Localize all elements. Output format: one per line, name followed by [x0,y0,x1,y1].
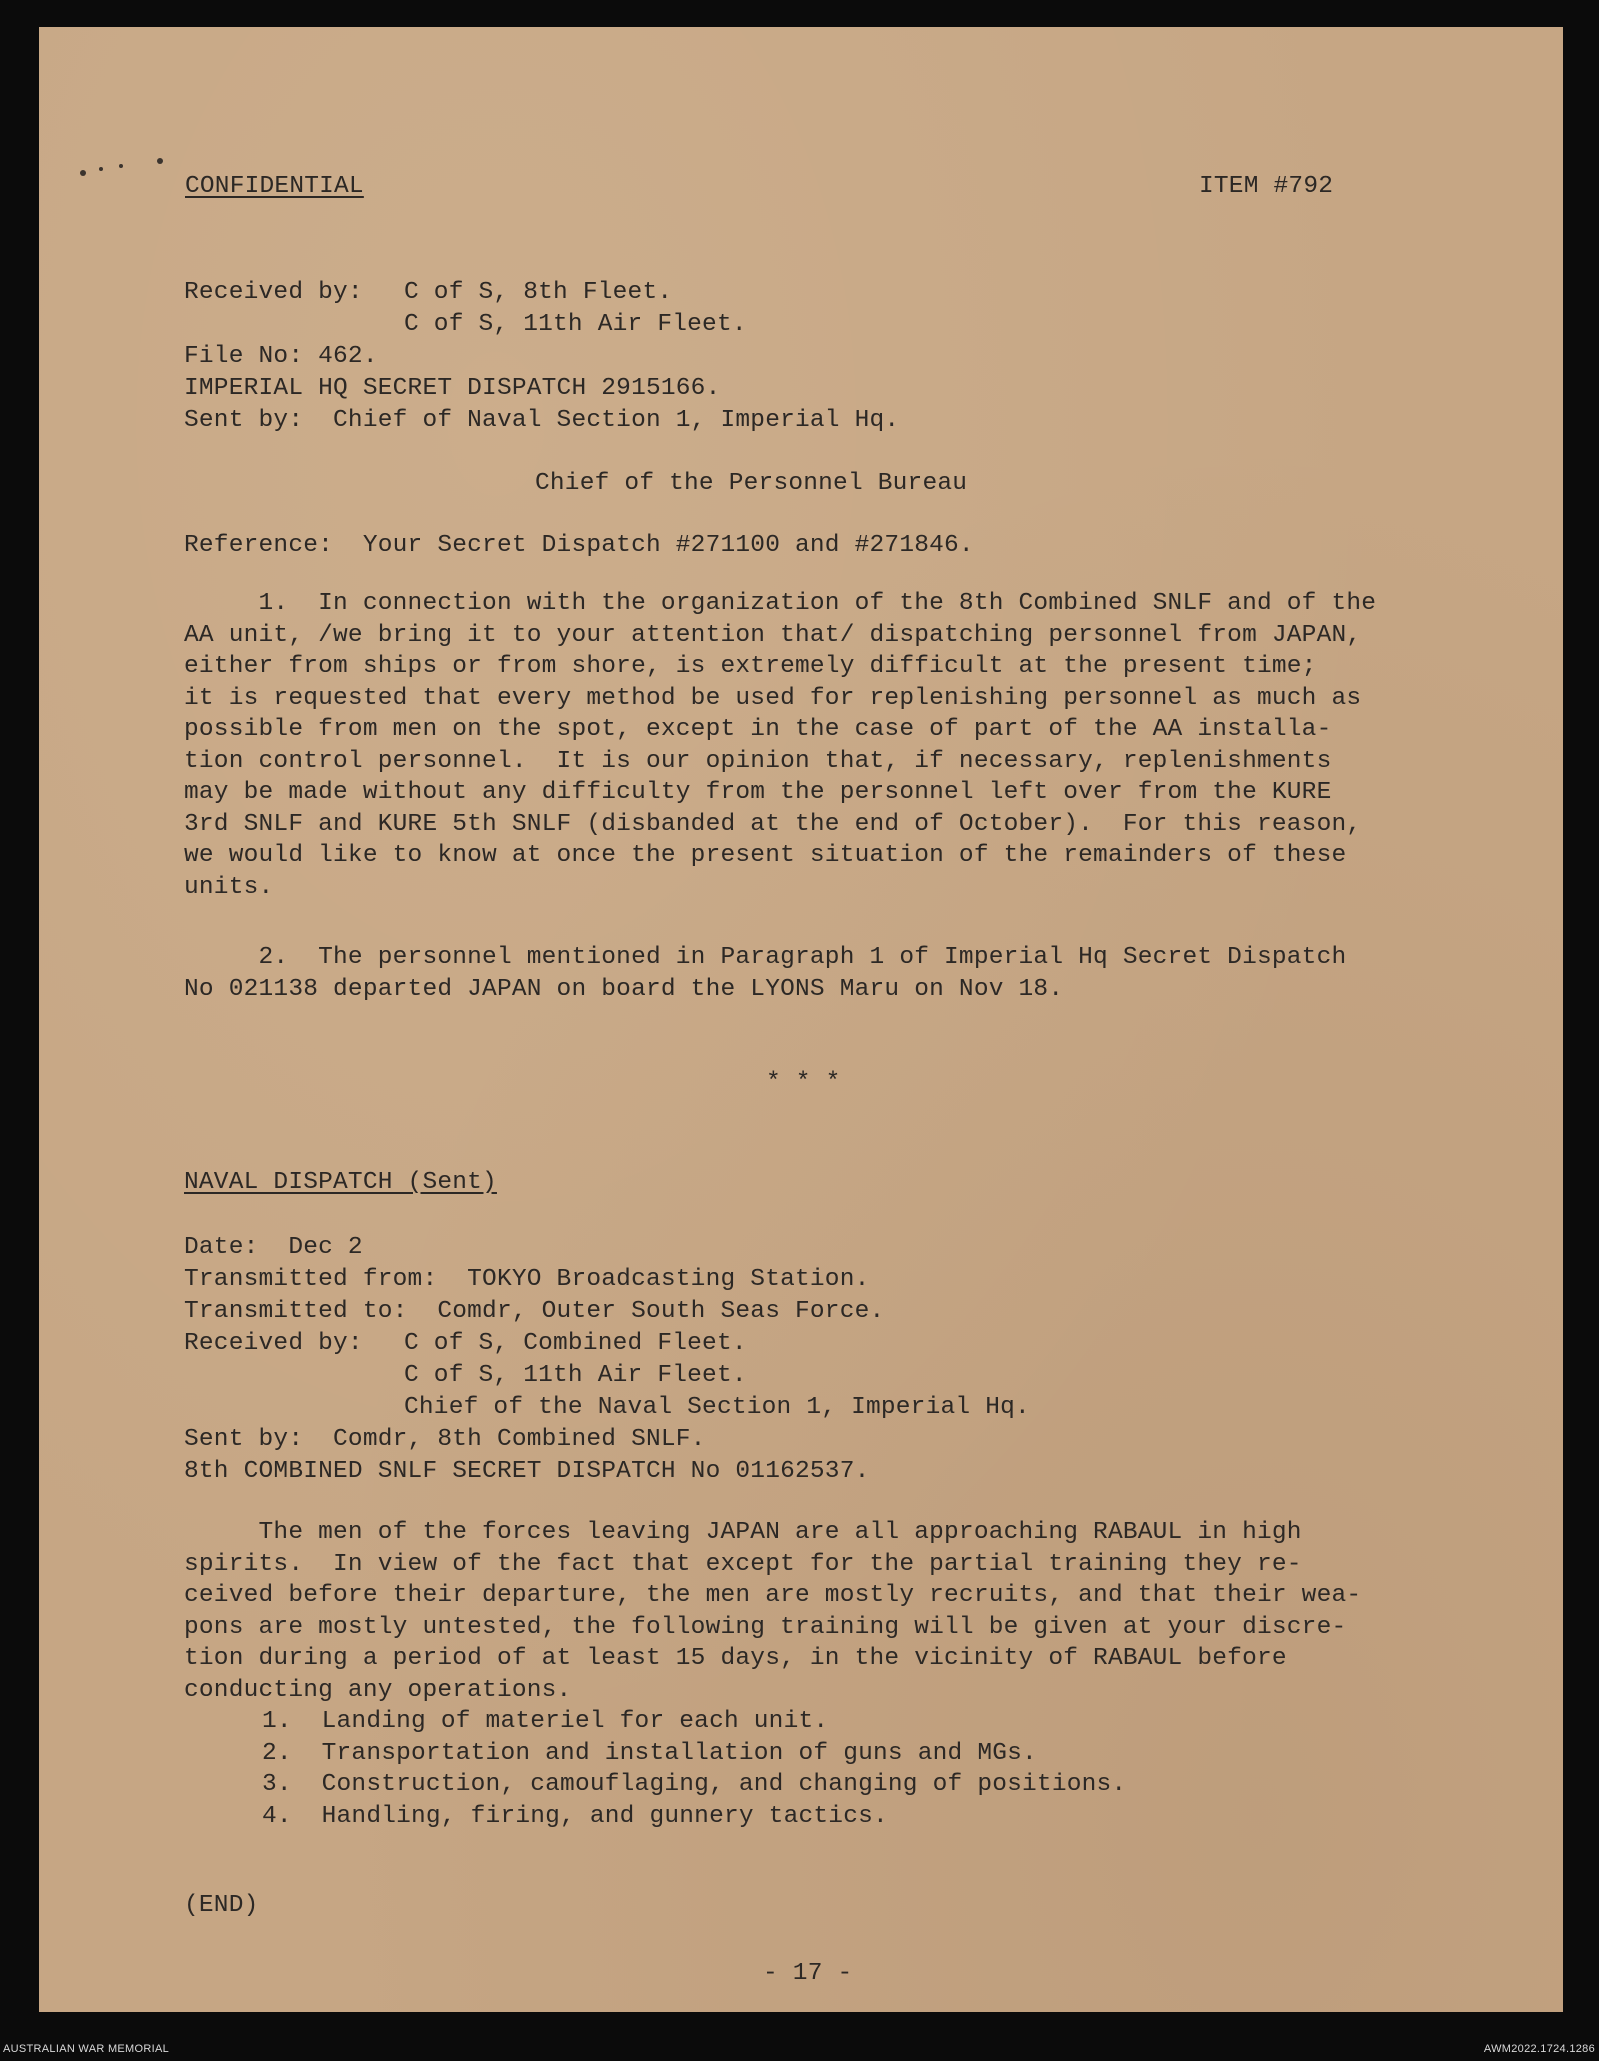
paper-mark [157,158,163,164]
paragraph-line: 3rd SNLF and KURE 5th SNLF (disbanded at the end of October). For this reason, [184,810,1362,838]
paragraph-line: 1. In connection with the organization of the 8th Combined SNLF and of the [184,590,1377,617]
paper-mark [80,170,86,176]
paragraph-line: tion control personnel. It is our opinion that, if necessary, replenishments [184,747,1332,775]
end-marker: (END) [184,1892,259,1919]
list-item: 1. Landing of materiel for each unit. [262,1708,829,1735]
paragraph-line: spirits. In view of the fact that except for the partial training they re- [184,1550,1302,1578]
paragraph-line: No 021138 departed JAPAN on board the LYONS Maru on Nov 18. [184,975,1064,1003]
received-by-label: Received by: [184,279,363,306]
archive-credit: AUSTRALIAN WAR MEMORIAL [3,2043,170,2055]
transmitted-from: Transmitted from: TOKYO Broadcasting Station. [184,1266,870,1293]
dispatch-body [184,1517,1361,1706]
list-item: 2. Transportation and installation of guns and MGs. [262,1739,1037,1767]
addressee: Chief of the Personnel Bureau [535,470,968,497]
page-number: - 17 - [763,1960,853,1987]
paragraph-1 [184,588,1376,903]
secret-dispatch-id: IMPERIAL HQ SECRET DISPATCH 2915166. [184,375,721,402]
list-item: 3. Construction, camouflaging, and changing of positions. [262,1771,1127,1798]
received-by-line: Chief of the Naval Section 1, Imperial Hq. [404,1394,1030,1421]
paragraph-line: it is requested that every method be used for replenishing personnel as much as [184,684,1362,712]
paragraph-2 [184,942,1346,1005]
sent-by: Sent by: Comdr, 8th Combined SNLF. [184,1426,706,1453]
list-item: 4. Handling, firing, and gunnery tactics. [262,1802,888,1830]
section-separator: * * * [766,1069,841,1096]
paragraph-line: tion during a period of at least 15 days, in the vicinity of RABAUL before [184,1645,1287,1672]
paragraph-line: may be made without any difficulty from the personnel left over from the KURE [184,779,1332,806]
received-by-line: C of S, 11th Air Fleet. [404,311,747,338]
training-list [262,1706,1126,1832]
sent-by: Sent by: Chief of Naval Section 1, Imperial Hq. [184,407,900,434]
file-number: File No: 462. [184,343,378,370]
received-by-line: C of S, 11th Air Fleet. [404,1362,747,1389]
archive-reference: AWM2022.1724.1286 [1483,2043,1595,2055]
paper-mark [99,167,103,171]
paragraph-line: conducting any operations. [184,1676,572,1704]
item-number: ITEM #792 [1199,173,1334,200]
dispatch-date: Date: Dec 2 [184,1234,363,1261]
paragraph-line: we would like to know at once the present situation of the remainders of these [184,842,1347,869]
paper-mark [119,164,123,168]
received-by-line: C of S, Combined Fleet. [404,1330,747,1357]
paragraph-line: AA unit, /we bring it to your attention that/ dispatching personnel from JAPAN, [184,621,1362,649]
naval-dispatch-heading: NAVAL DISPATCH (Sent) [184,1169,497,1196]
paragraph-line: 2. The personnel mentioned in Paragraph 1 of Imperial Hq Secret Dispatch [184,944,1347,971]
received-by-line: C of S, 8th Fleet. [404,279,673,306]
classification-label: CONFIDENTIAL [185,173,364,200]
paragraph-line: either from ships or from shore, is extremely difficult at the present time; [184,653,1317,680]
paragraph-line: units. [184,873,274,901]
secret-dispatch-id: 8th COMBINED SNLF SECRET DISPATCH No 01162537. [184,1458,870,1485]
paragraph-line: The men of the forces leaving JAPAN are all approaching RABAUL in high [184,1519,1302,1546]
document-page [39,27,1563,2012]
transmitted-to: Transmitted to: Comdr, Outer South Seas Force. [184,1298,885,1325]
paragraph-line: pons are mostly untested, the following training will be given at your discre- [184,1613,1347,1641]
reference-line: Reference: Your Secret Dispatch #271100 and #271846. [184,532,974,559]
received-by-label: Received by: [184,1330,363,1357]
paragraph-line: possible from men on the spot, except in the case of part of the AA installa- [184,716,1332,743]
paragraph-line: ceived before their departure, the men are mostly recruits, and that their wea- [184,1582,1362,1609]
